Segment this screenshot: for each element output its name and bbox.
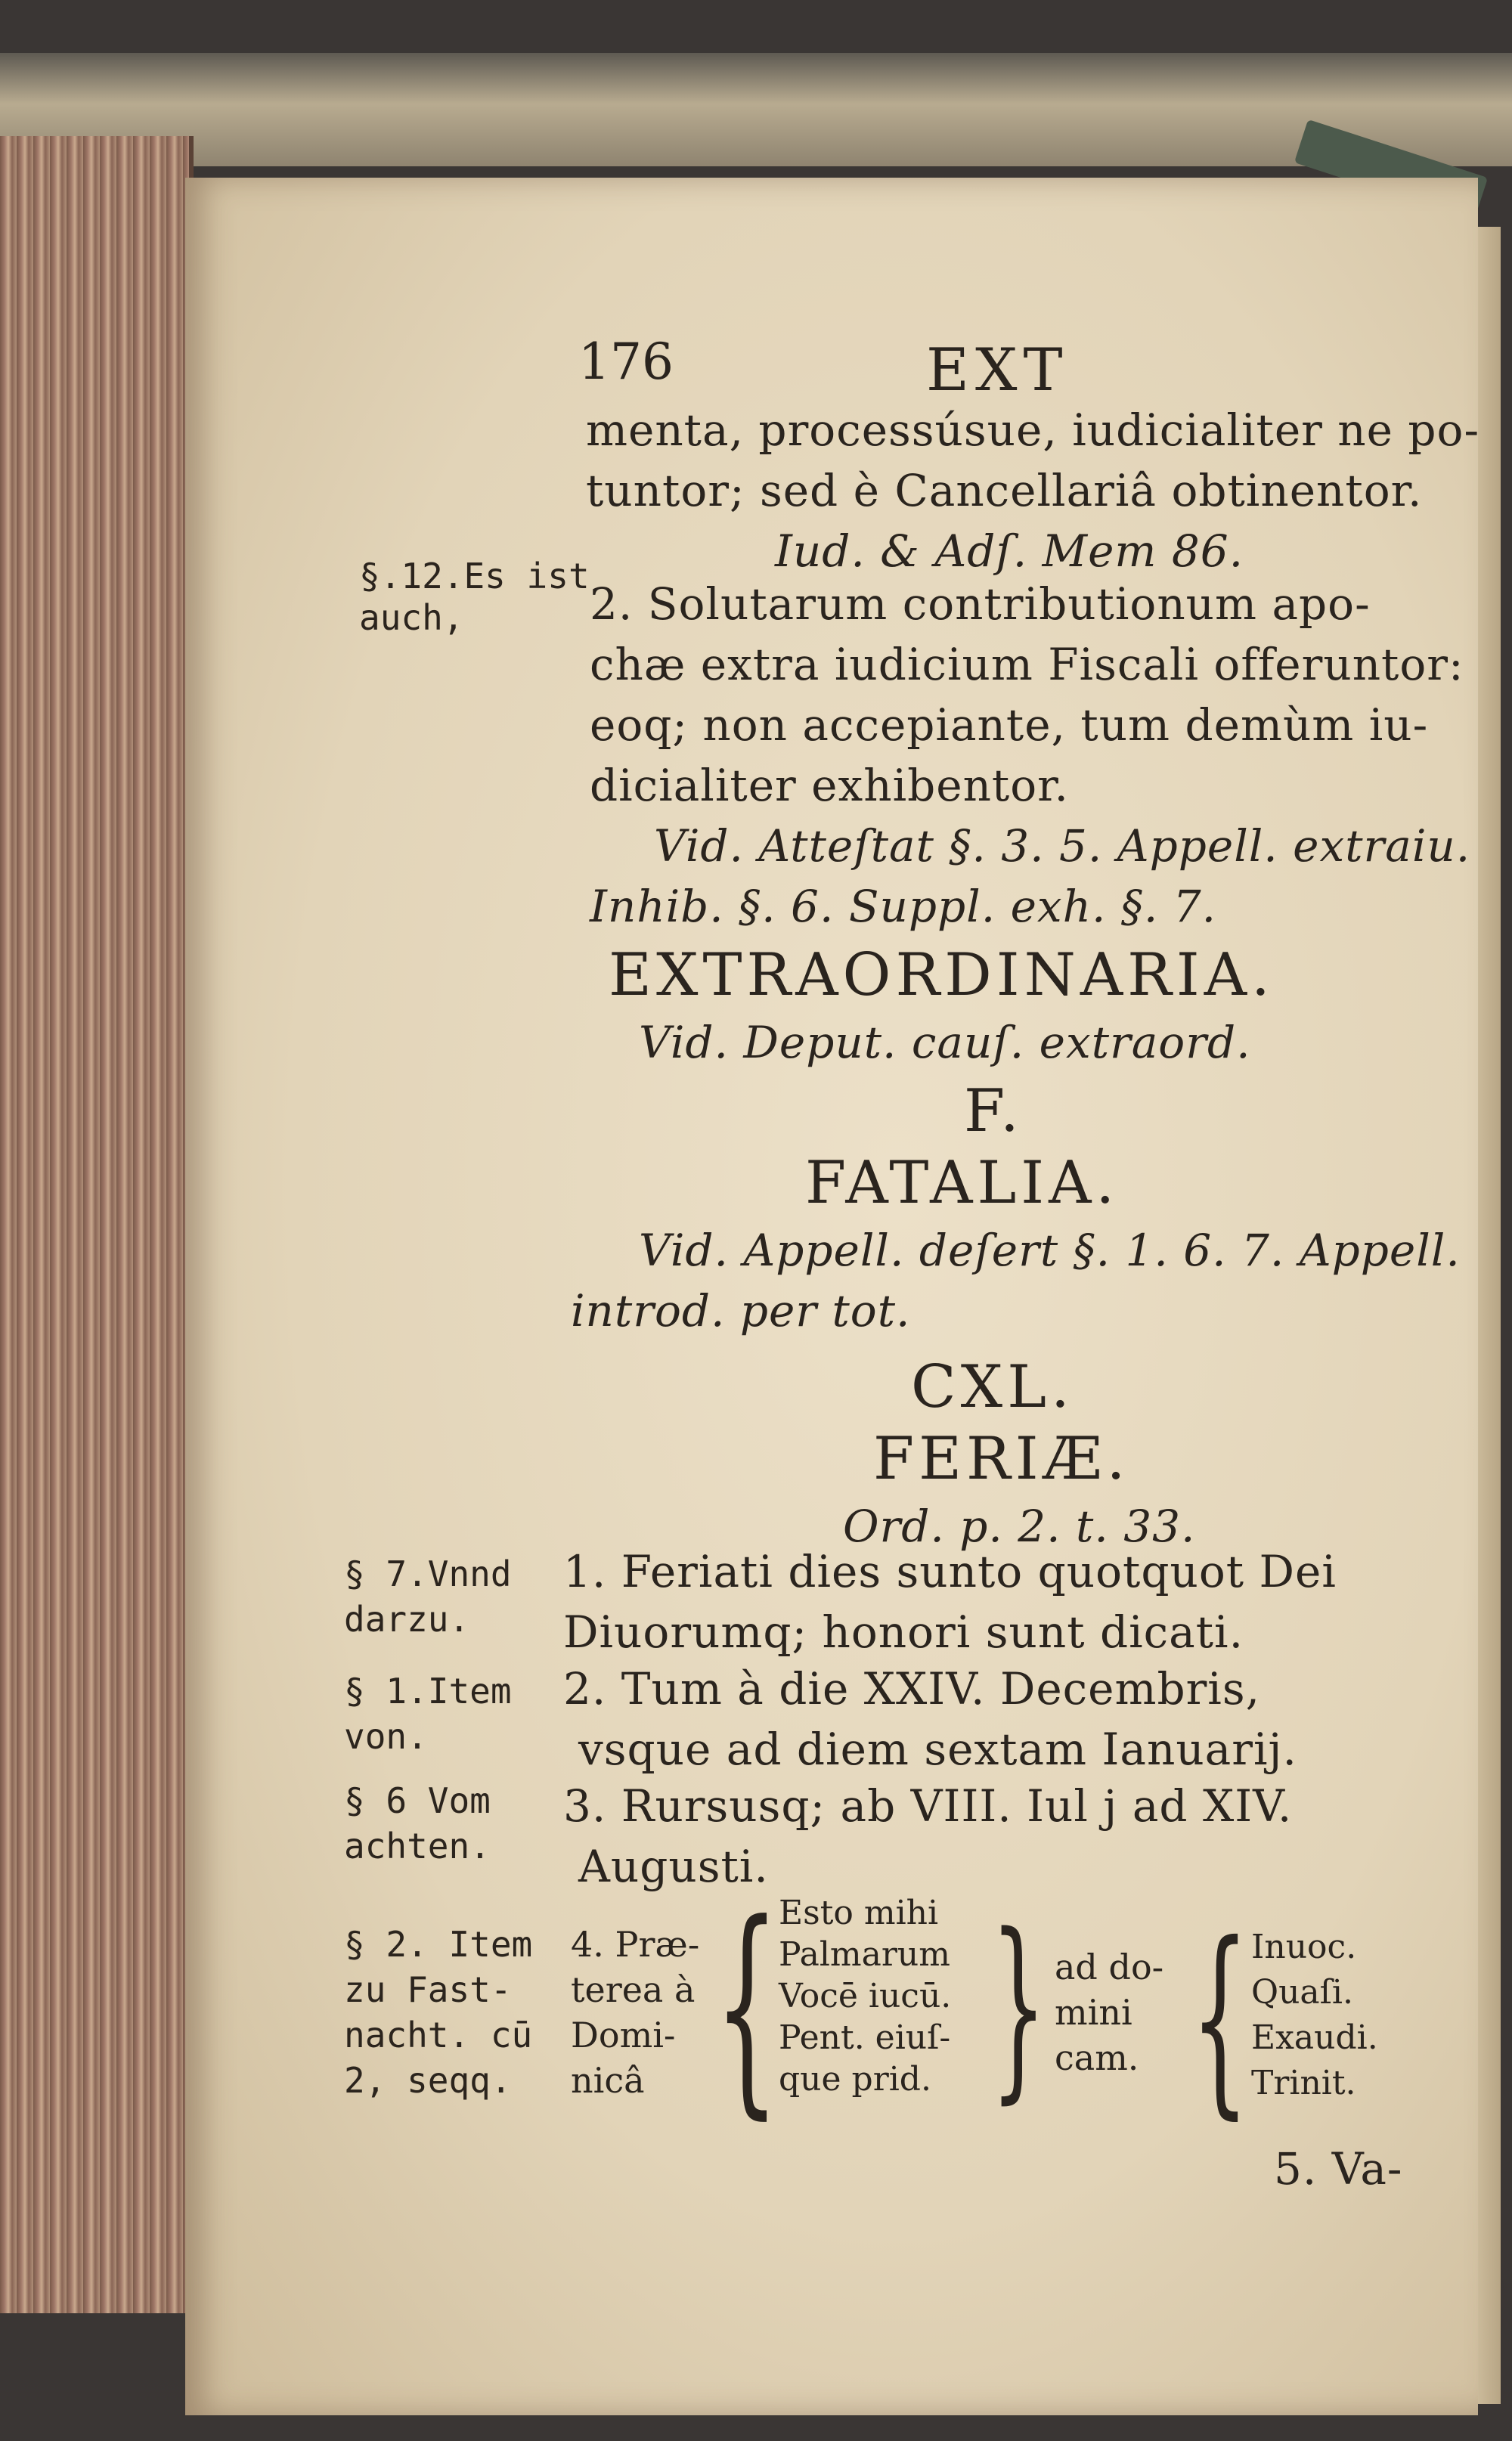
margin-note: von. [344, 1716, 428, 1757]
right-brace: } [990, 1893, 1047, 2121]
book-cover-top [0, 53, 1512, 166]
margin-note: 2, seqq. [344, 2060, 512, 2101]
text-line: eoq; non accepiante, tum demùm iu- [590, 699, 1429, 751]
table-cell: cam. [1055, 2037, 1139, 2078]
left-brace: { [714, 1875, 779, 2139]
citation-line: Vid. Atteſtat §. 3. 5. Appell. extraiu. [654, 820, 1471, 872]
section-heading: F. [964, 1077, 1024, 1145]
margin-note: darzu. [344, 1599, 470, 1640]
text-line: 1. Feriati dies sunto quotquot Dei [563, 1546, 1337, 1597]
table-cell: Inuoc. [1251, 1928, 1357, 1966]
citation-line: introd. per tot. [571, 1285, 911, 1337]
margin-note: auch, [359, 597, 464, 638]
margin-note: §.12.Es ist [359, 556, 590, 596]
citation-line: Ord. p. 2. t. 33. [843, 1501, 1196, 1552]
section-number: CXL. [911, 1353, 1074, 1421]
table-cell: Domi- [571, 2015, 676, 2055]
table-cell: Pent. eiuſ- [779, 2018, 951, 2057]
citation-line: Iud. & Adſ. Mem 86. [775, 525, 1244, 577]
margin-note: nacht. cū [344, 2015, 533, 2055]
catchword: 5. Va- [1274, 2143, 1403, 2195]
text-line: 2. Solutarum contributionum apo- [590, 578, 1371, 630]
text-line: 3. Rursusq; ab VIII. Iul j ad XIV. [563, 1780, 1293, 1832]
left-brace: { [1191, 1899, 1250, 2137]
citation-line: Vid. Appell. deſert §. 1. 6. 7. Appell. [639, 1225, 1461, 1276]
text-line: menta, processúsue, iudicialiter ne po- [586, 404, 1480, 456]
margin-note: zu Fast- [344, 1969, 512, 2010]
book-page [185, 178, 1478, 2415]
section-heading: FERIÆ. [873, 1425, 1130, 1493]
table-cell: Exaudi. [1251, 2018, 1378, 2057]
table-cell: mini [1055, 1992, 1132, 2033]
table-cell: ad do- [1055, 1947, 1164, 1987]
margin-note: achten. [344, 1826, 491, 1866]
margin-note: § 6 Vom [344, 1780, 491, 1821]
table-cell: que prid. [779, 2060, 931, 2099]
text-line: Diuorumq; honori sunt dicati. [563, 1606, 1244, 1658]
text-line: vsque ad diem sextam Ianuarij. [578, 1724, 1297, 1775]
citation-line: Inhib. §. 6. Suppl. exh. §. 7. [590, 881, 1217, 932]
text-line: dicialiter exhibentor. [590, 760, 1069, 811]
table-cell: Vocē iucū. [779, 1977, 952, 2015]
section-heading: EXTRAORDINARIA. [609, 941, 1275, 1009]
text-line: chæ extra iudicium Fiscali offeruntor: [590, 639, 1464, 690]
table-cell: Palmarum [779, 1935, 950, 1974]
table-cell: terea à [571, 1969, 696, 2010]
table-cell: Quaſi. [1251, 1973, 1353, 2012]
section-heading: FATALIA. [805, 1149, 1120, 1217]
running-head: EXT [926, 336, 1069, 404]
table-cell: nicâ [571, 2060, 645, 2101]
text-line: 2. Tum à die XXIV. Decembris, [563, 1663, 1261, 1715]
margin-note: § 2. Item [344, 1924, 533, 1965]
table-cell: 4. Præ- [571, 1924, 700, 1965]
text-line: tuntor; sed è Cancellariâ obtinentor. [586, 465, 1423, 516]
citation-line: Vid. Deput. cauſ. extraord. [639, 1017, 1251, 1068]
page-number: 176 [578, 333, 674, 391]
text-line: Augusti. [578, 1841, 769, 1892]
margin-note: § 1.Item [344, 1671, 512, 1711]
margin-note: § 7.Vnnd [344, 1554, 512, 1594]
table-cell: Esto mihi [779, 1894, 939, 1932]
page-edges [0, 136, 194, 2313]
table-cell: Trinit. [1251, 2064, 1356, 2102]
